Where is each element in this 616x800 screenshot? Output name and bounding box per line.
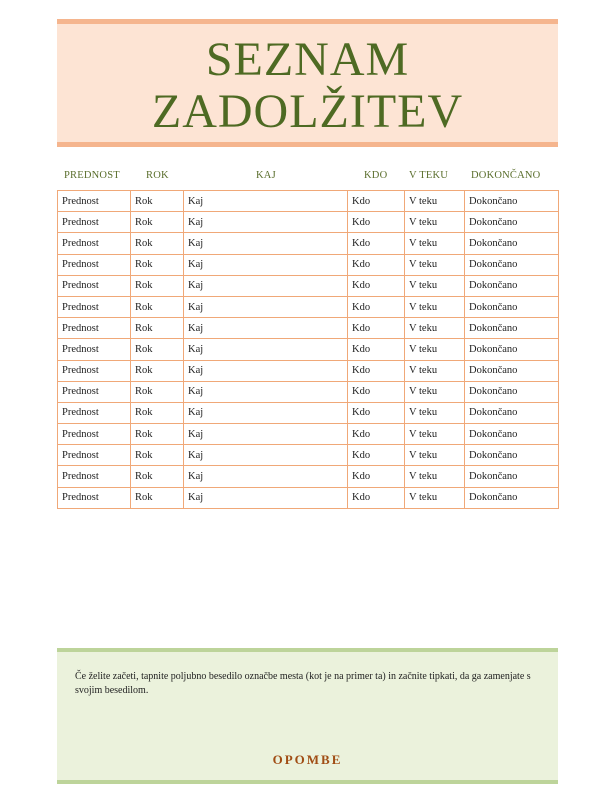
cell-who[interactable]: Kdo xyxy=(348,402,405,423)
cell-done[interactable]: Dokončano xyxy=(465,424,559,445)
cell-priority[interactable]: Prednost xyxy=(58,318,131,339)
cell-deadline[interactable]: Rok xyxy=(131,424,184,445)
task-table-body xyxy=(58,191,559,509)
cell-who[interactable]: Kdo xyxy=(348,212,405,233)
cell-priority[interactable]: Prednost xyxy=(58,233,131,254)
column-header-kdo[interactable]: KDO xyxy=(364,170,388,181)
cell-what[interactable]: Kaj xyxy=(184,212,348,233)
cell-who[interactable]: Kdo xyxy=(348,339,405,360)
cell-done[interactable]: Dokončano xyxy=(465,318,559,339)
table-row xyxy=(58,402,559,423)
cell-in-progress[interactable]: V teku xyxy=(405,339,465,360)
cell-deadline[interactable]: Rok xyxy=(131,466,184,487)
notes-section xyxy=(57,648,558,784)
table-row xyxy=(58,445,559,466)
cell-who[interactable]: Kdo xyxy=(348,466,405,487)
table-row xyxy=(58,191,559,212)
cell-deadline[interactable]: Rok xyxy=(131,487,184,508)
cell-in-progress[interactable]: V teku xyxy=(405,254,465,275)
cell-done[interactable]: Dokončano xyxy=(465,275,559,296)
cell-what[interactable]: Kaj xyxy=(184,487,348,508)
cell-what[interactable]: Kaj xyxy=(184,466,348,487)
column-header-dokoncano[interactable]: DOKONČANO xyxy=(471,170,541,181)
cell-deadline[interactable]: Rok xyxy=(131,254,184,275)
cell-priority[interactable]: Prednost xyxy=(58,212,131,233)
cell-who[interactable]: Kdo xyxy=(348,445,405,466)
cell-priority[interactable]: Prednost xyxy=(58,360,131,381)
cell-who[interactable]: Kdo xyxy=(348,191,405,212)
cell-in-progress[interactable]: V teku xyxy=(405,402,465,423)
cell-what[interactable]: Kaj xyxy=(184,381,348,402)
notes-text[interactable]: Če želite začeti, tapnite poljubno besedilo označbe mesta (kot je na primer ta) in začnite tipkati, da ga zamenjate s svojim besedilom. xyxy=(75,671,531,696)
cell-in-progress[interactable]: V teku xyxy=(405,466,465,487)
cell-priority[interactable]: Prednost xyxy=(58,191,131,212)
table-row xyxy=(58,466,559,487)
cell-who[interactable]: Kdo xyxy=(348,296,405,317)
table-row xyxy=(58,487,559,508)
cell-what[interactable]: Kaj xyxy=(184,296,348,317)
cell-priority[interactable]: Prednost xyxy=(58,487,131,508)
cell-what[interactable]: Kaj xyxy=(184,254,348,275)
cell-done[interactable]: Dokončano xyxy=(465,339,559,360)
cell-what[interactable]: Kaj xyxy=(184,233,348,254)
cell-who[interactable]: Kdo xyxy=(348,275,405,296)
cell-priority[interactable]: Prednost xyxy=(58,296,131,317)
cell-priority[interactable]: Prednost xyxy=(58,424,131,445)
cell-in-progress[interactable]: V teku xyxy=(405,275,465,296)
cell-done[interactable]: Dokončano xyxy=(465,191,559,212)
cell-what[interactable]: Kaj xyxy=(184,191,348,212)
cell-who[interactable]: Kdo xyxy=(348,360,405,381)
cell-deadline[interactable]: Rok xyxy=(131,212,184,233)
cell-in-progress[interactable]: V teku xyxy=(405,212,465,233)
table-row xyxy=(58,275,559,296)
table-row xyxy=(58,381,559,402)
cell-in-progress[interactable]: V teku xyxy=(405,296,465,317)
cell-deadline[interactable]: Rok xyxy=(131,296,184,317)
cell-deadline[interactable]: Rok xyxy=(131,233,184,254)
cell-done[interactable]: Dokončano xyxy=(465,254,559,275)
cell-priority[interactable]: Prednost xyxy=(58,339,131,360)
title-banner xyxy=(57,19,558,147)
cell-priority[interactable]: Prednost xyxy=(58,275,131,296)
column-header-kaj[interactable]: KAJ xyxy=(256,170,276,181)
column-headers xyxy=(57,170,558,186)
cell-who[interactable]: Kdo xyxy=(348,381,405,402)
cell-in-progress[interactable]: V teku xyxy=(405,233,465,254)
cell-in-progress[interactable]: V teku xyxy=(405,424,465,445)
cell-what[interactable]: Kaj xyxy=(184,424,348,445)
cell-what[interactable]: Kaj xyxy=(184,339,348,360)
cell-deadline[interactable]: Rok xyxy=(131,402,184,423)
cell-what[interactable]: Kaj xyxy=(184,445,348,466)
cell-what[interactable]: Kaj xyxy=(184,360,348,381)
cell-in-progress[interactable]: V teku xyxy=(405,191,465,212)
cell-done[interactable]: Dokončano xyxy=(465,466,559,487)
cell-who[interactable]: Kdo xyxy=(348,318,405,339)
cell-done[interactable]: Dokončano xyxy=(465,487,559,508)
table-row xyxy=(58,424,559,445)
cell-deadline[interactable]: Rok xyxy=(131,191,184,212)
task-table xyxy=(57,190,559,509)
cell-who[interactable]: Kdo xyxy=(348,254,405,275)
column-header-prednost[interactable]: PREDNOST xyxy=(64,170,120,181)
cell-who[interactable]: Kdo xyxy=(348,487,405,508)
cell-in-progress[interactable]: V teku xyxy=(405,445,465,466)
cell-priority[interactable]: Prednost xyxy=(58,254,131,275)
table-row xyxy=(58,254,559,275)
cell-priority[interactable]: Prednost xyxy=(58,402,131,423)
cell-priority[interactable]: Prednost xyxy=(58,445,131,466)
cell-deadline[interactable]: Rok xyxy=(131,445,184,466)
cell-what[interactable]: Kaj xyxy=(184,318,348,339)
table-row xyxy=(58,360,559,381)
cell-done[interactable]: Dokončano xyxy=(465,445,559,466)
cell-in-progress[interactable]: V teku xyxy=(405,360,465,381)
table-row xyxy=(58,339,559,360)
cell-done[interactable]: Dokončano xyxy=(465,360,559,381)
cell-deadline[interactable]: Rok xyxy=(131,339,184,360)
cell-who[interactable]: Kdo xyxy=(348,233,405,254)
cell-priority[interactable]: Prednost xyxy=(58,381,131,402)
cell-in-progress[interactable]: V teku xyxy=(405,318,465,339)
table-row xyxy=(58,233,559,254)
cell-priority[interactable]: Prednost xyxy=(58,466,131,487)
cell-done[interactable]: Dokončano xyxy=(465,402,559,423)
page-title-line-1[interactable]: SEZNAM xyxy=(205,33,410,86)
page-title-line-2[interactable]: ZADOLŽITEV xyxy=(151,85,464,138)
cell-deadline[interactable]: Rok xyxy=(131,318,184,339)
column-header-rok[interactable]: ROK xyxy=(146,170,169,181)
cell-who[interactable]: Kdo xyxy=(348,424,405,445)
cell-deadline[interactable]: Rok xyxy=(131,360,184,381)
table-row xyxy=(58,296,559,317)
cell-deadline[interactable]: Rok xyxy=(131,381,184,402)
column-header-v-teku[interactable]: V TEKU xyxy=(409,170,449,181)
cell-in-progress[interactable]: V teku xyxy=(405,381,465,402)
cell-deadline[interactable]: Rok xyxy=(131,275,184,296)
cell-in-progress[interactable]: V teku xyxy=(405,487,465,508)
table-row xyxy=(58,318,559,339)
cell-done[interactable]: Dokončano xyxy=(465,233,559,254)
table-row xyxy=(58,212,559,233)
cell-what[interactable]: Kaj xyxy=(184,402,348,423)
cell-done[interactable]: Dokončano xyxy=(465,212,559,233)
notes-label[interactable]: OPOMBE xyxy=(272,752,343,767)
cell-done[interactable]: Dokončano xyxy=(465,296,559,317)
cell-done[interactable]: Dokončano xyxy=(465,381,559,402)
cell-what[interactable]: Kaj xyxy=(184,275,348,296)
